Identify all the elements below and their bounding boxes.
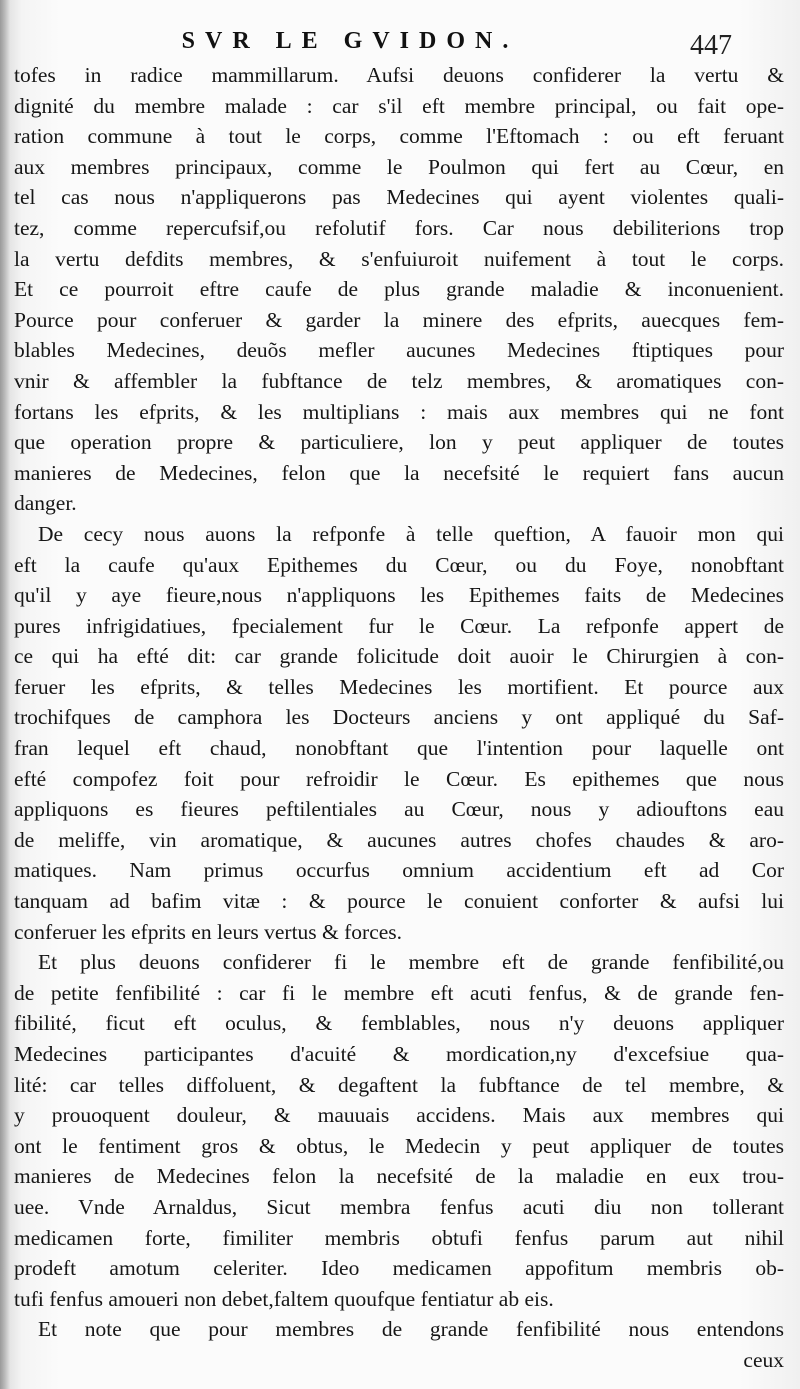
- text-line: fortans les efprits, & les multiplians : mais aux membres qui ne font: [14, 399, 784, 424]
- text-line: ce qui ha efté dit: car grande folicitude doit auoir le Chirurgien à con-: [14, 644, 784, 669]
- text-line: danger.: [14, 491, 77, 516]
- text-line: Pource pour conferuer & garder la minere des efprits, auecques fem-: [14, 307, 784, 332]
- text-line: ceux: [743, 1347, 784, 1372]
- text-line: efté compofez foit pour refroidir le Cœur. Es epithemes que nous: [14, 766, 784, 791]
- text-line: de petite fenfibilité : car fi le membre eft acuti fenfus, & de grande fen-: [14, 980, 784, 1005]
- text-line: Medecines participantes d'acuité & mordication,ny d'excefsiue qua-: [14, 1042, 784, 1066]
- text-line: tanquam ad bafim vitæ : & pource le conuient conforter & aufsi lui: [14, 889, 784, 914]
- text-line: matiques. Nam primus occurfus omnium accidentium eft ad Cor: [14, 858, 784, 883]
- page-number: 447: [690, 30, 732, 61]
- text-line: dignité du membre malade : car s'il eft membre principal, ou fait ope-: [14, 93, 784, 118]
- text-line: tel cas nous n'appliquerons pas Medecines qui ayent violentes quali-: [14, 185, 784, 210]
- page-gutter-shadow: [0, 0, 10, 1389]
- text-line: feruer les efprits, & telles Medecines les mortifient. Et pource aux: [14, 674, 784, 699]
- text-line: uee. Vnde Arnaldus, Sicut membra fenfus acuti diu non tollerant: [14, 1194, 784, 1219]
- text-line: vnir & affembler la fubftance de telz membres, & aromatiques con-: [14, 368, 784, 393]
- text-line: manieres de Medecines felon la necefsité de la maladie en eux trou-: [14, 1164, 784, 1189]
- text-line: fran lequel eft chaud, nonobftant que l'intention pour laquelle ont: [14, 736, 784, 761]
- text-line: qu'il y aye fieure,nous n'appliquons les Epithemes faits de Medecines: [14, 583, 784, 608]
- text-line: Et plus deuons confiderer fi le membre eft de grande fenfibilité,ou: [38, 950, 784, 975]
- text-line: pures infrigidatiues, fpecialement fur le Cœur. La refponfe appert de: [14, 613, 784, 638]
- running-title: SVR LE GVIDON.: [181, 28, 519, 54]
- text-line: De cecy nous auons la refponfe à telle queftion, A fauoir mon qui: [38, 521, 784, 546]
- text-line: Et note que pour membres de grande fenfibilité nous entendons: [38, 1317, 784, 1342]
- text-line: manieres de Medecines, felon que la necefsité le requiert fans aucun: [14, 460, 784, 485]
- text-line: de meliffe, vin aromatique, & aucunes autres chofes chaudes & aro-: [14, 827, 784, 852]
- text-line: eft la caufe qu'aux Epithemes du Cœur, ou du Foye, nonobftant: [14, 552, 784, 577]
- text-line: appliquons es fieures peftilentiales au Cœur, nous y adiouftons eau: [14, 797, 784, 822]
- page-header: [0, 22, 800, 62]
- text-line: conferuer les efprits en leurs vertus & forces.: [14, 919, 403, 944]
- text-line: y prouoquent douleur, & mauuais accidens. Mais aux membres qui: [14, 1103, 784, 1128]
- text-line: prodeft amotum celeriter. Ideo medicamen appofitum membris ob-: [14, 1256, 784, 1281]
- text-line: blables Medecines, deuõs mefler aucunes Medecines ftiptiques pour: [14, 338, 784, 363]
- text-line: que operation propre & particuliere, lon y peut appliquer de toutes: [14, 430, 784, 455]
- text-line: ont le fentiment gros & obtus, le Medecin y peut appliquer de toutes: [14, 1133, 784, 1158]
- text-line: aux membres principaux, comme le Poulmon qui fert au Cœur, en: [14, 154, 784, 179]
- body-text: [14, 60, 784, 1376]
- text-line: tufi fenfus amoueri non debet,faltem quoufque fentiatur ab eis.: [14, 1286, 554, 1311]
- text-line: lité: car telles diffoluent, & degaftent la fubftance de tel membre, &: [14, 1072, 784, 1097]
- text-line: fibilité, ficut eft oculus, & femblables, nous n'y deuons appliquer: [14, 1011, 784, 1036]
- text-line: medicamen forte, fimiliter membris obtufi fenfus parum aut nihil: [14, 1225, 784, 1250]
- text-line: tofes in radice mammillarum. Aufsi deuons confiderer la vertu &: [14, 63, 784, 87]
- text-line: trochifques de camphora les Docteurs anciens y ont appliqué du Saf-: [14, 705, 784, 730]
- text-line: la vertu defdits membres, & s'enfuiuroit nuifement à tout le corps.: [14, 246, 784, 271]
- text-line: Et ce pourroit eftre caufe de plus grande maladie & inconuenient.: [14, 277, 784, 302]
- text-line: ration commune à tout le corps, comme l'Eftomach : ou eft feruant: [14, 124, 784, 149]
- text-line: tez, comme repercufsif,ou refolutif fors. Car nous debiliterions trop: [14, 215, 784, 240]
